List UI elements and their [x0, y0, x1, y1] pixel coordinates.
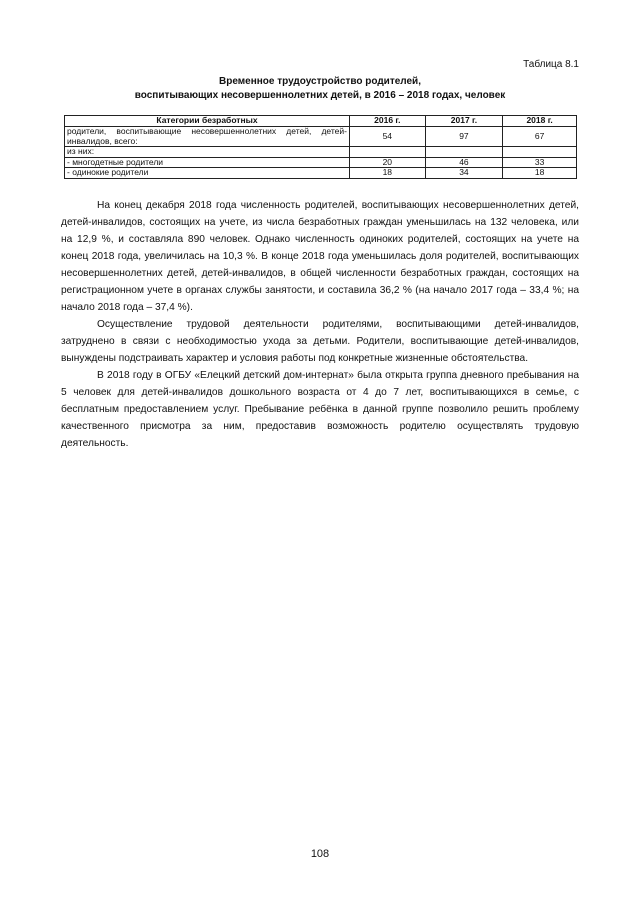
table-row: [65, 157, 577, 168]
row-value-2017: 97: [425, 127, 503, 147]
table-title: [61, 75, 579, 103]
employment-table: [64, 115, 577, 179]
header-category: Категории безработных: [65, 116, 350, 127]
row-value-2018: 33: [503, 157, 577, 168]
row-value-2016: [349, 147, 425, 158]
table-row: [65, 127, 577, 147]
table-row: [65, 168, 577, 179]
paragraph: В 2018 году в ОГБУ «Елецкий детский дом-интернат» была открыта группа дневного пребывания на 5 человек для детей-инвалидов дошкольного возраста от 4 до 7 лет, воспитывающихся в семье, с бесплатным предоставлением услуг. Пребывание ребёнка в данной группе позволило решить проблему качественного присмотра за ним, предоставив возможность родителю осуществлять трудовую деятельность.: [61, 369, 579, 449]
row-value-2018: 18: [503, 168, 577, 179]
row-value-2017: [425, 147, 503, 158]
row-category: из них:: [65, 147, 350, 158]
body-text: [61, 197, 579, 452]
row-value-2016: 54: [349, 127, 425, 147]
header-2016: 2016 г.: [349, 116, 425, 127]
table-header-row: [65, 116, 577, 127]
row-category: - одинокие родители: [65, 168, 350, 179]
row-value-2017: 46: [425, 157, 503, 168]
row-value-2016: 20: [349, 157, 425, 168]
table-row: [65, 147, 577, 158]
table-title-line-1: Временное трудоустройство родителей,: [218, 76, 421, 87]
paragraph: Осуществление трудовой деятельности родителями, воспитывающими детей-инвалидов, затруднено в связи с необходимостью ухода за детьми. Родители, воспитывающие детей-инвалидов, вынуждены подстраивать характер и условия работы под конкретные жизненные обстоятельства.: [61, 318, 579, 364]
header-2017: 2017 г.: [425, 116, 503, 127]
row-value-2016: 18: [349, 168, 425, 179]
paragraph: На конец декабря 2018 года численность родителей, воспитывающих несовершеннолетних детей, детей-инвалидов, состоящих на учете, из числа безработных граждан уменьшилась на 132 человека, или на 12,9 %, и составляла 890 человек. Однако численность одиноких родителей, состоящих на учете на конец 2018 года, увеличилась на 10,3 %. В конце 2018 года уменьшилась доля родителей, воспитывающих несовершеннолетних детей, детей-инвалидов, в общей численности безработных граждан, состоящих на регистрационном учете в органах службы занятости, и составила 36,2 % (на начало 2017 года – 33,4 %; на начало 2018 года – 37,4 %).: [61, 199, 579, 313]
document-page: [61, 58, 579, 452]
row-value-2018: [503, 147, 577, 158]
row-category: - многодетные родители: [65, 157, 350, 168]
row-value-2018: 67: [503, 127, 577, 147]
table-number: Таблица 8.1: [523, 59, 579, 70]
table-title-line-2: воспитывающих несовершеннолетних детей, в 2016 – 2018 годах, человек: [134, 90, 506, 101]
row-category: родители, воспитывающие несовершеннолетних детей, детей-инвалидов, всего:: [65, 127, 350, 147]
header-2018: 2018 г.: [503, 116, 577, 127]
page-number: 108: [310, 848, 330, 860]
row-value-2017: 34: [425, 168, 503, 179]
